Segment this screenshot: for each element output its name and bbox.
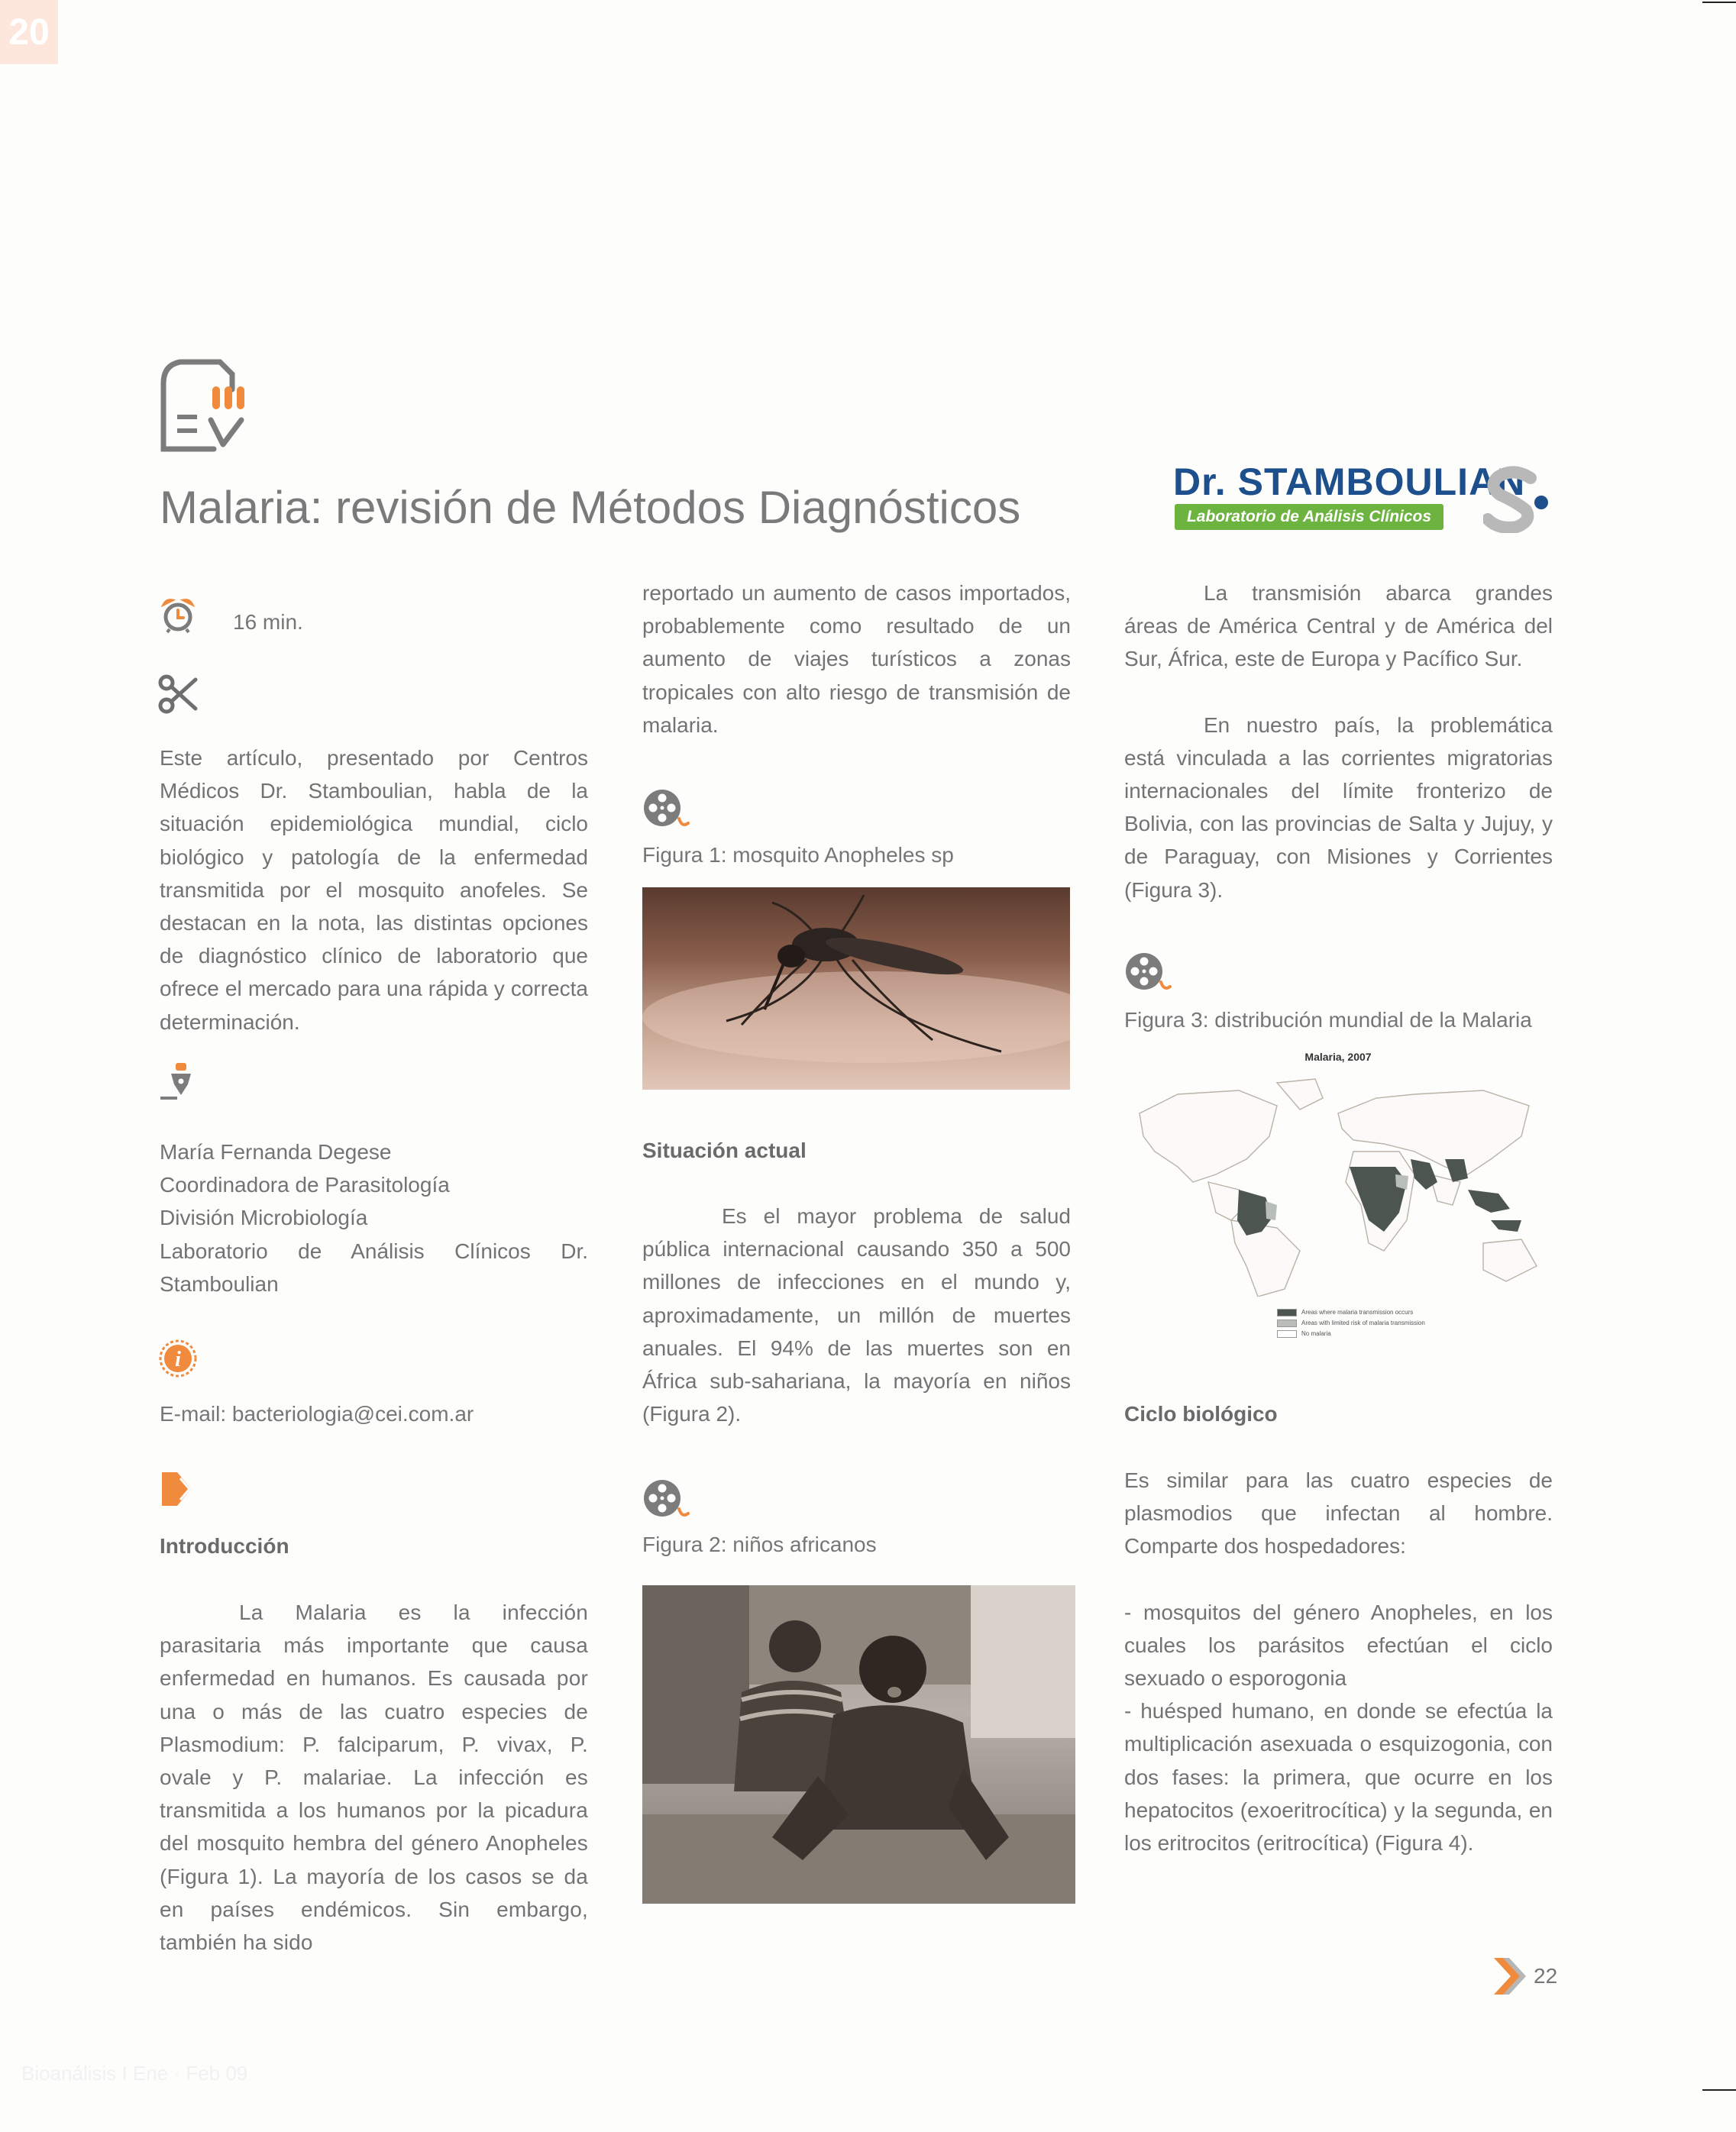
- intro-text: La Malaria es la infección parasitaria más importante que causa enfermedad en humanos. Es causada por una o más de las cuatro especies de Plasmodium: P. falciparum, P. vivax, P. ovale y P. malariae. La infección es transmitida a los humanos por la picadura del mosquito hembra del género Anopheles (Figura 1). La mayoría de los casos se da en países endémicos. Sin embargo, también ha sido: [160, 1601, 588, 1955]
- scissors-icon: [157, 674, 199, 715]
- legend-label: Areas with limited risk of malaria transmission: [1301, 1320, 1425, 1326]
- author-division: División Microbiología: [160, 1206, 368, 1230]
- summary-text: Este artículo, presentado por Centros Médicos Dr. Stamboulian, habla de la situación epidemiológica mundial, ciclo biológico y patología de la enfermedad transmitida por el mosquito anofeles. Se destacan en la nota, las distintas opciones de diagnóstico clínico de laboratorio que ofrece el mercado para una rápida y correcta determinación.: [160, 746, 588, 1034]
- article-title: Malaria: revisión de Métodos Diagnósticos: [160, 482, 1021, 533]
- logo-name: Dr. STAMBOULIAN: [1173, 460, 1526, 503]
- intro-section: [160, 1596, 588, 1959]
- double-chevron-icon: [1492, 1956, 1527, 1996]
- continuation-text: reportado un aumento de casos importados, probablemente como resultado de un aumento de viajes turísticos a zonas tropicales con alto riesgo de transmisión de malaria.: [642, 581, 1071, 737]
- film-reel-icon: [642, 788, 691, 832]
- transmission-text: La transmisión abarca grandes áreas de América Central y de América del Sur, África, este de Europa y Pacífico Sur.: [1124, 581, 1553, 671]
- page-number: 22: [1534, 1964, 1558, 1988]
- situation-text: Es el mayor problema de salud pública internacional causando 350 a 500 millones de infecciones en el mundo y, aproximadamente, un millón de muertes anuales. El 94% de las muertes son en África sub-sahariana, la mayoría en niños (Figura 2).: [642, 1204, 1071, 1426]
- stamboulian-logo: [1173, 460, 1558, 533]
- pen-nib-icon: [159, 1061, 197, 1104]
- film-reel-icon: [642, 1478, 691, 1523]
- legend-item: [1277, 1318, 1425, 1329]
- legend-swatch: [1277, 1309, 1297, 1316]
- cycle-text: Es similar para las cuatro especies de plasmodios que infectan al hombre. Comparte dos hospedadores:: [1124, 1468, 1553, 1559]
- column-3-transmission: [1124, 577, 1553, 906]
- legend-swatch: [1277, 1320, 1297, 1327]
- mosquito-photo: [642, 887, 1070, 1090]
- african-children-photo: [642, 1585, 1075, 1904]
- footer-text: Bioanálisis I Ene · Feb 09: [21, 2062, 248, 2085]
- legend-item: [1277, 1307, 1425, 1318]
- cycle-heading: Ciclo biológico: [1124, 1402, 1278, 1426]
- cycle-item-1: - mosquitos del género Anopheles, en los cuales los parásitos efectúan el ciclo sexuado o esporogonia: [1124, 1600, 1553, 1691]
- situation-heading: Situación actual: [642, 1139, 807, 1162]
- author-name: María Fernanda Degese: [160, 1140, 392, 1164]
- cycle-item-2: - huésped humano, en donde se efectúa la multiplicación asexuada o esquizogonia, con dos fases: la primera, que ocurre en los hepatocitos (exoeritrocítica) y la segunda, en los eritrocitos (eritrocítica) (Figura 4).: [1124, 1699, 1553, 1856]
- read-time: 16 min.: [233, 610, 303, 634]
- figure-2-caption: Figura 2: niños africanos: [642, 1533, 877, 1556]
- info-icon: [157, 1338, 199, 1379]
- intro-heading: Introducción: [160, 1534, 289, 1558]
- article-summary: [160, 741, 588, 1039]
- crop-mark-bottom: [1702, 2089, 1736, 2091]
- article-document-icon: [159, 356, 251, 455]
- situation-section: [642, 1200, 1071, 1430]
- map-title: Malaria, 2007: [1304, 1051, 1372, 1063]
- crop-mark-top: [1702, 2, 1736, 3]
- alarm-clock-icon: [159, 596, 197, 634]
- author-block: [160, 1135, 588, 1300]
- svg-text:i: i: [175, 1348, 181, 1371]
- figure-1-caption: Figura 1: mosquito Anopheles sp: [642, 843, 954, 867]
- author-email: E-mail: bacteriologia@cei.com.ar: [160, 1402, 474, 1426]
- corner-page-number: 20: [0, 0, 58, 64]
- map-legend: [1277, 1307, 1425, 1339]
- arrow-right-icon: [160, 1469, 194, 1509]
- figure-3-caption: Figura 3: distribución mundial de la Malaria: [1124, 1008, 1532, 1032]
- legend-label: Areas where malaria transmission occurs: [1301, 1309, 1414, 1316]
- film-reel-icon: [1124, 951, 1173, 996]
- legend-swatch: [1277, 1330, 1297, 1338]
- malaria-world-map: [1124, 1048, 1552, 1349]
- logo-subtitle: Laboratorio de Análisis Clínicos: [1175, 504, 1443, 530]
- legend-item: [1277, 1329, 1425, 1339]
- author-lab: Laboratorio de Análisis Clínicos Dr. Stamboulian: [160, 1239, 588, 1296]
- country-text: En nuestro país, la problemática está vinculada a las corrientes migratorias internacionales del límite fronterizo de Bolivia, con las provincias de Salta y Jujuy, y de Paraguay, con Misiones y Corrientes (Figura 3).: [1124, 712, 1553, 902]
- legend-label: No malaria: [1301, 1330, 1331, 1337]
- column-2-continuation: [642, 577, 1071, 741]
- cycle-section: [1124, 1464, 1553, 1859]
- author-role: Coordinadora de Parasitología: [160, 1173, 450, 1197]
- logo-s-icon: [1483, 466, 1553, 533]
